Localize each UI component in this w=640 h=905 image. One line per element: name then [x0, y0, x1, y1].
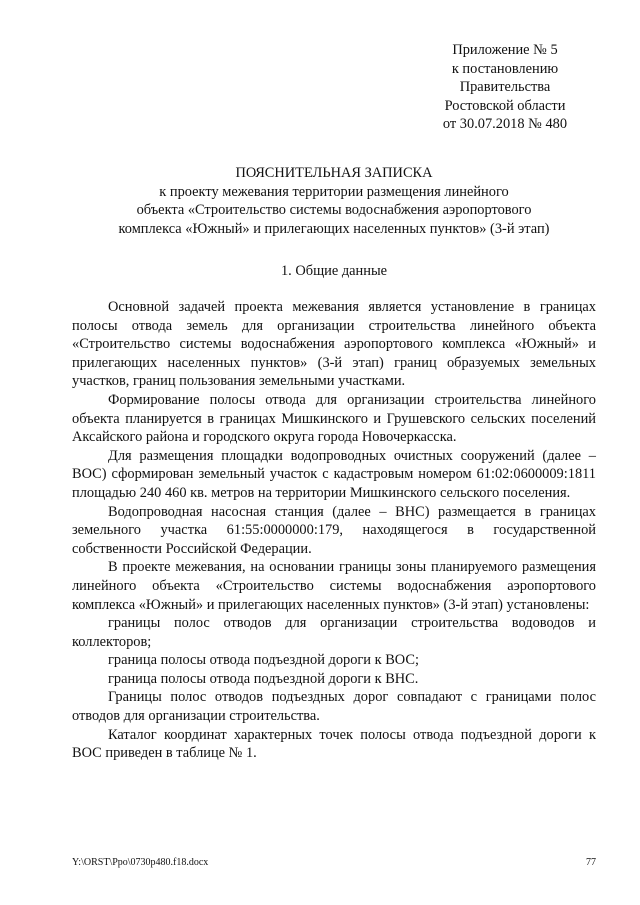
paragraph: Водопроводная насосная станция (далее – ВНС) размещается в границах земельного участка 61:55:0000000:179, находящегося в государственной собственности Российской Федерации. — [72, 503, 596, 557]
paragraph: граница полосы отвода подъездной дороги к ВОС; — [108, 652, 419, 669]
document-title — [72, 164, 596, 238]
body-text — [72, 298, 596, 763]
paragraph: граница полосы отвода подъездной дороги к ВНС. — [108, 670, 419, 687]
section-heading: 1. Общие данные — [280, 263, 388, 279]
appendix-line: Правительства — [459, 79, 551, 96]
appendix-line: к постановлению — [451, 60, 559, 77]
paragraph: Каталог координат характерных точек полосы отвода подъездной дороги к ВОС приведен в таблице № 1. — [72, 726, 596, 762]
appendix-block — [420, 41, 590, 134]
title-line: комплекса «Южный» и прилегающих населенных пунктов» (3-й этап) — [118, 220, 550, 237]
title-line: объекта «Строительство системы водоснабжения аэропортового — [136, 202, 532, 219]
page-number: 77 — [586, 857, 596, 868]
title-line: к проекту межевания территории размещения линейного — [159, 183, 509, 200]
paragraph: В проекте межевания, на основании границы зоны планируемого размещения линейного объекта «Строительство системы водоснабжения аэропортового комплекса «Южный» и прилегающих населенных пунктов» (3-й этап) установлены: — [72, 559, 596, 613]
title-heading: ПОЯСНИТЕЛЬНАЯ ЗАПИСКА — [235, 165, 433, 181]
paragraph: Основной задачей проекта межевания является установление в границах полосы отвода земель для организации строительства линейного объекта «Строительство системы водоснабжения аэропортового комплекса «Южный» и прилегающих населенных пунктов» (3-й этап) границ образуемых земельных участков, границ пользования земельными участками. — [72, 299, 596, 390]
paragraph: Формирование полосы отвода для организации строительства линейного объекта планируется в границах Мишкинского и Грушевского сельских поселений Аксайского района и городского округа города Новочеркасска. — [72, 391, 596, 446]
appendix-line: Приложение № 5 — [452, 42, 558, 58]
paragraph: Для размещения площадки водопроводных очистных сооружений (далее – ВОС) сформирован земельный участок с кадастровым номером 61:02:0600009:1811 площадью 240 460 кв. метров на территории Мишкинского сельского поселения. — [72, 447, 596, 501]
footer-file-path: Y:\ORST\Ppo\0730p480.f18.docx — [72, 857, 209, 868]
appendix-line: от 30.07.2018 № 480 — [442, 116, 568, 133]
appendix-line: Ростовской области — [444, 97, 566, 114]
paragraph: Границы полос отводов подъездных дорог совпадают с границами полос отводов для организации строительства. — [72, 689, 596, 725]
paragraph: границы полос отводов для организации строительства водоводов и коллекторов; — [72, 615, 596, 650]
